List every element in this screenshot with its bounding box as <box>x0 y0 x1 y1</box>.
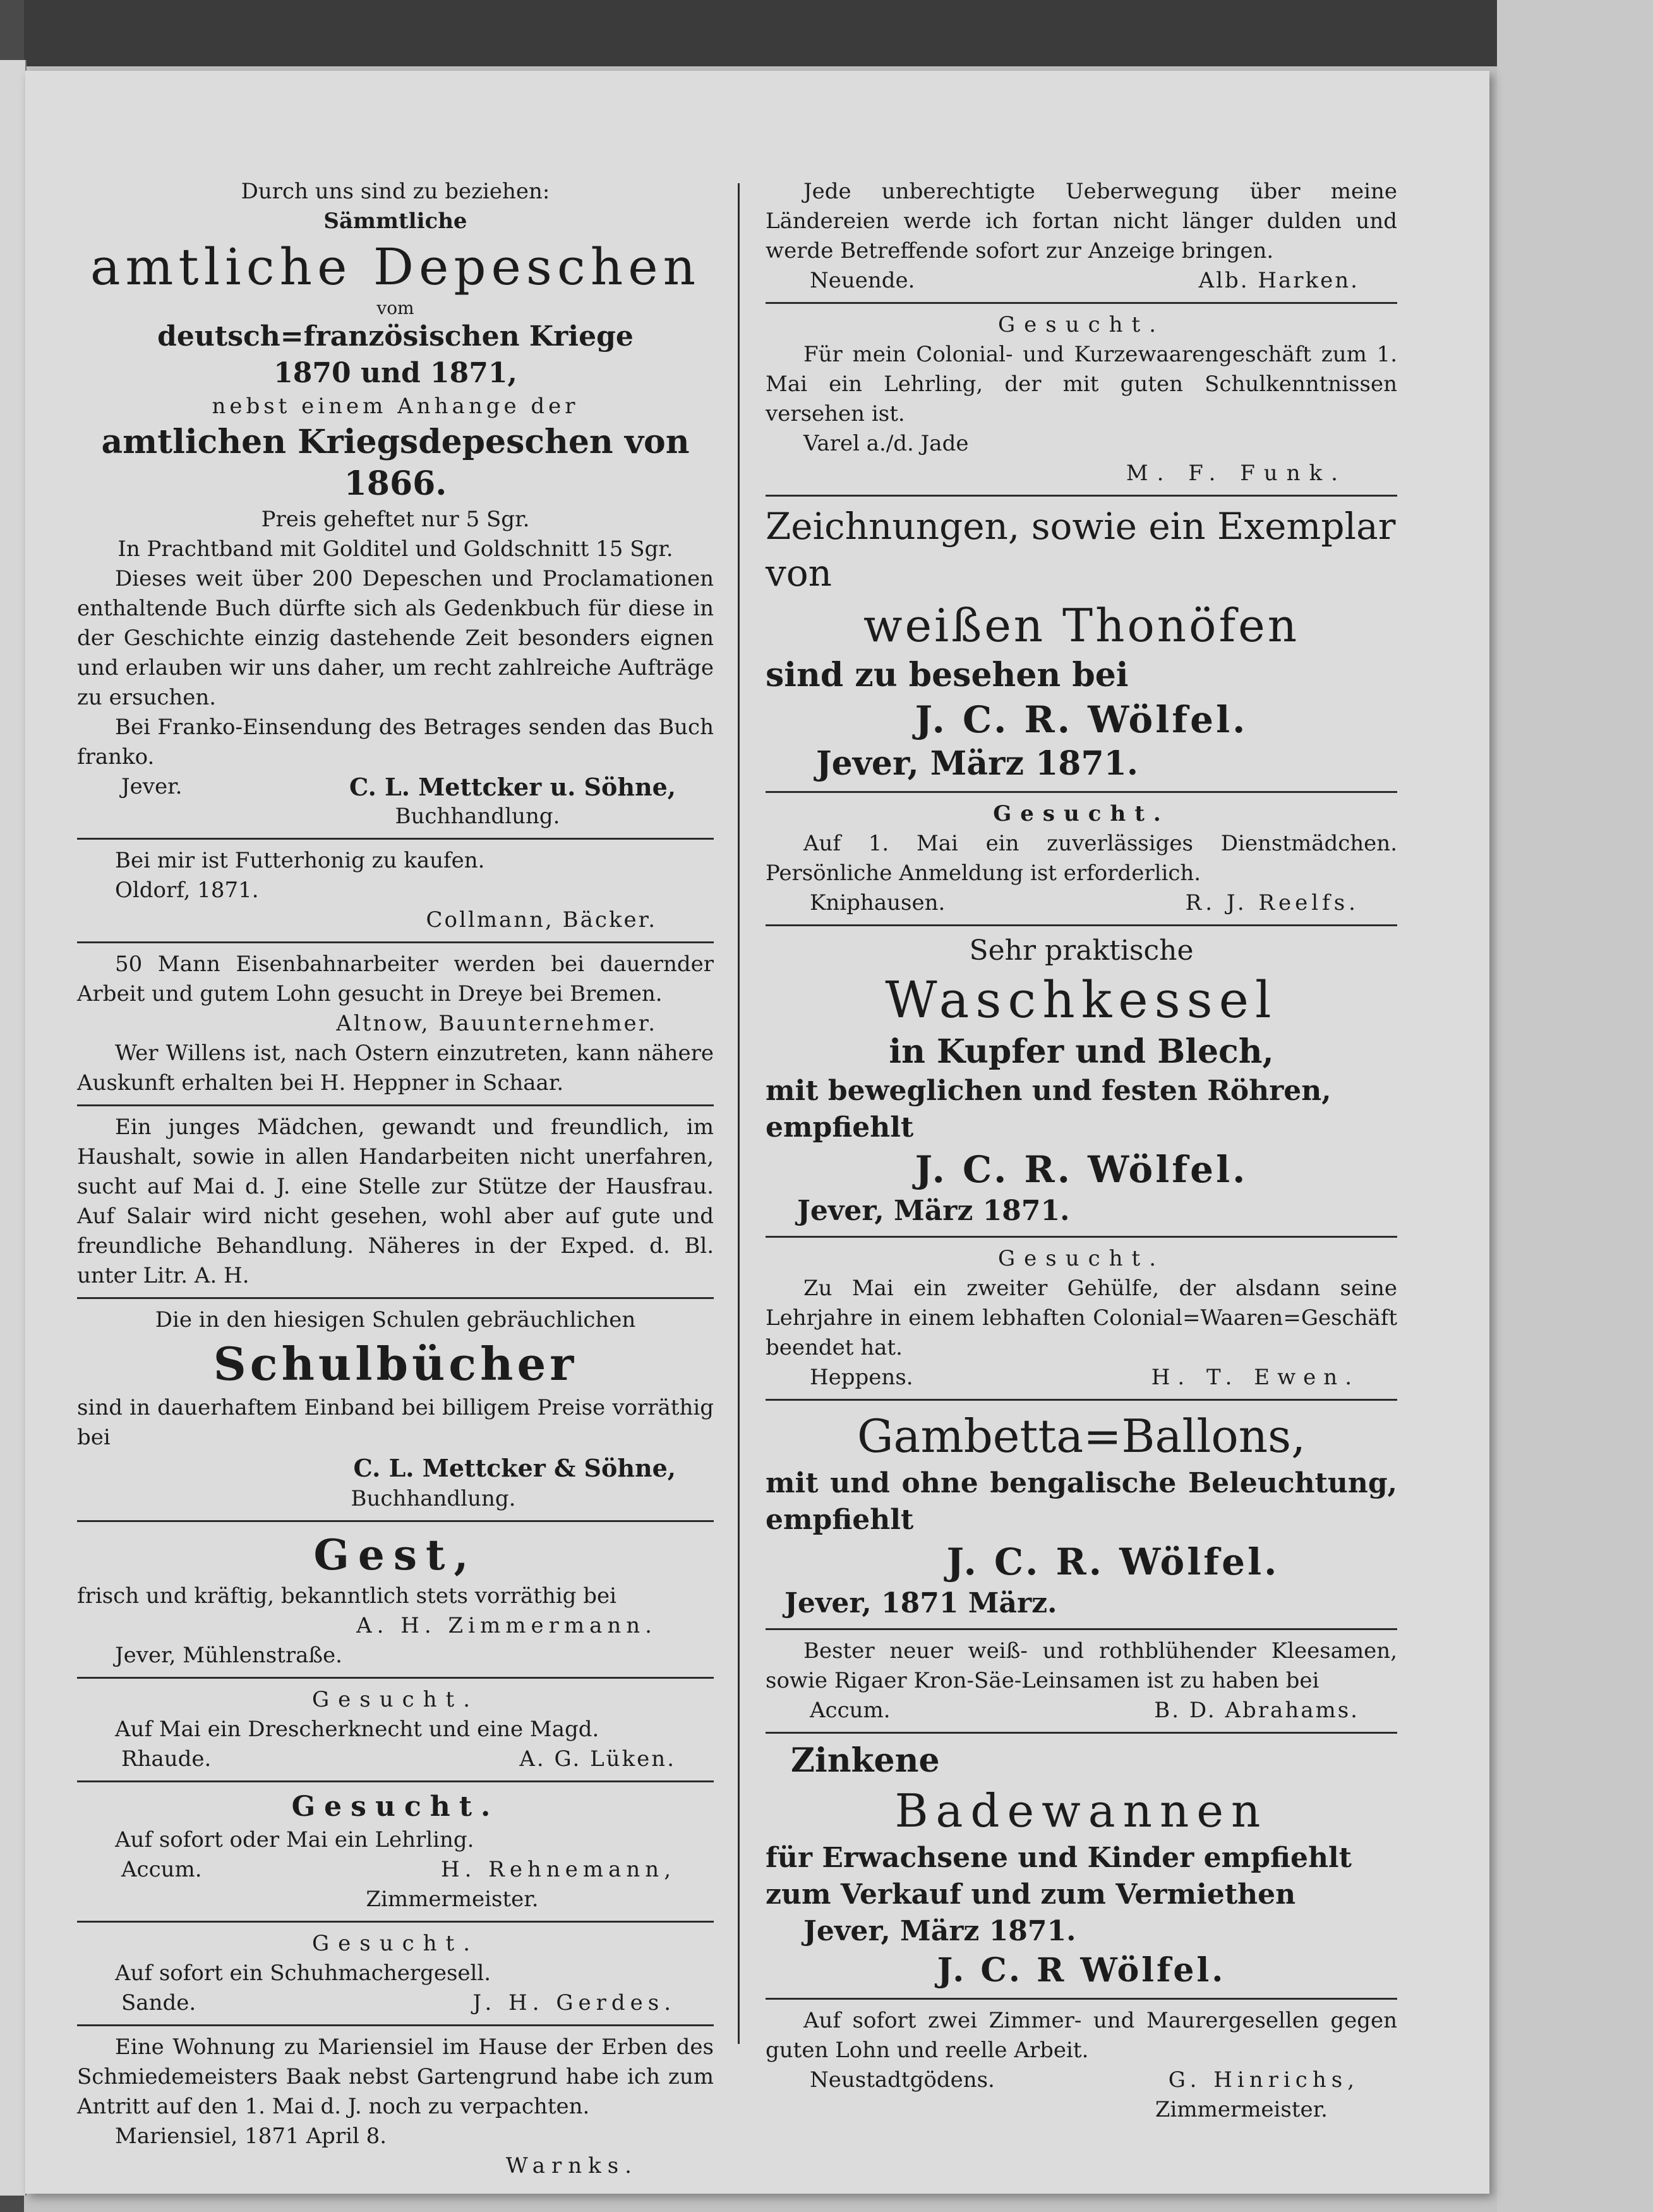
ad-signature: Altnow, Bauunternehmer. <box>336 1011 657 1036</box>
ad-signature-row <box>766 2065 1397 2095</box>
ad-place: Kniphausen. <box>810 890 946 916</box>
ad-name: A. H. Zimmermann. <box>356 1613 657 1638</box>
ad-signature-sub: Zimmermeister. <box>1155 2097 1328 2122</box>
ad-headline: Waschkessel <box>885 970 1278 1029</box>
ad-line3: mit beweglichen und festen Röhren, <box>766 1075 1331 1107</box>
ad-gambetta <box>766 1407 1397 1622</box>
ad-line1: Zeichnungen, sowie ein Exemplar <box>766 505 1396 548</box>
ad-place: Neuende. <box>810 268 915 293</box>
ad-eisenbahnarbeiter <box>77 950 714 1098</box>
ad-badewannen <box>766 1740 1397 1991</box>
ad-text: Auf sofort ein Schuhmachergesell. <box>115 1961 491 1986</box>
ad-line1: Zinkene <box>791 1741 940 1780</box>
ad-gesucht-schuhmacher <box>77 1929 714 2018</box>
ad-headline: amtliche Depeschen <box>90 238 701 296</box>
ad-ueberwegung <box>766 177 1397 296</box>
ad-gesucht-lehrling <box>77 1789 714 1914</box>
ad-pracht: In Prachtband mit Golditel und Goldschnitt 15 Sgr. <box>117 536 673 562</box>
ad-vom: vom <box>376 298 414 318</box>
ad-gesucht-drescher <box>77 1685 714 1774</box>
ad-firm: J. C. R Wölfel. <box>937 1951 1226 1990</box>
ad-gest <box>77 1528 714 1671</box>
ad-signature-sub: Zimmermeister. <box>366 1887 539 1912</box>
ad-signature: M. F. Funk. <box>1126 461 1347 486</box>
ad-text: sind in dauerhaftem Einband bei billigem Preise vorräthig bei <box>77 1395 714 1450</box>
ad-place: Rhaude. <box>121 1746 212 1772</box>
ad-signature: Alb. Harken. <box>1198 268 1359 293</box>
ad-separator <box>766 1399 1397 1401</box>
ad-signature-row <box>77 1855 714 1885</box>
ad-place: Oldorf, 1871. <box>115 878 259 903</box>
ad-signature-row <box>77 772 714 802</box>
ad-separator <box>766 1628 1397 1630</box>
ad-waschkessel <box>766 933 1397 1230</box>
ad-signature: Collmann, Bäcker. <box>426 907 657 933</box>
ad-line1: mit und ohne bengalische Beleuchtung, empfiehlt <box>766 1467 1397 1536</box>
ad-line3: sind zu besehen bei <box>766 656 1129 694</box>
ad-text: Auf Mai ein Drescherknecht und eine Magd. <box>115 1717 599 1742</box>
ad-headline: Badewannen <box>894 1784 1268 1837</box>
ad-firm: C. L. Mettcker u. Söhne, <box>349 773 676 801</box>
ad-separator <box>77 1780 714 1782</box>
ad-place: Varel a./d. Jade <box>803 431 969 456</box>
ad-separator <box>766 302 1397 304</box>
ad-separator <box>77 1104 714 1106</box>
ad-headline: weißen Thonöfen <box>863 599 1300 652</box>
ad-text-2: Wer Willens ist, nach Ostern einzutreten, kann nähere Auskunft erhalten bei H. Heppner in Schaar. <box>77 1041 714 1096</box>
column-divider <box>738 183 740 2044</box>
ad-separator <box>766 1732 1397 1734</box>
ad-place: Jever, März 1871. <box>797 1195 1070 1227</box>
previous-page-edge <box>0 60 27 2196</box>
ad-firm: C. L. Mettcker & Söhne, <box>353 1454 676 1482</box>
ad-thonoefen <box>766 503 1397 785</box>
scanner-background-top <box>0 0 1653 66</box>
ad-text: Ein junges Mädchen, gewandt und freundlich, im Haushalt, sowie in allen Handarbeiten nicht unerfahren, sucht auf Mai d. J. eine Stelle zur Stütze der Hausfrau. Auf Salair wird nicht gesehen, wohl aber auf gute und freundliche Behandlung. Näheres in der Exped. d. Bl. unter Litr. A. H. <box>77 1115 714 1288</box>
scanner-background-right <box>1497 0 1653 2212</box>
ad-separator <box>77 838 714 840</box>
ad-separator <box>766 924 1397 926</box>
ad-head: Gesucht. <box>311 1931 479 1956</box>
ad-gesucht-gehuelfe <box>766 1244 1397 1393</box>
ad-place: Jever, Mühlenstraße. <box>115 1643 342 1668</box>
ad-price: Preis geheftet nur 5 Sgr. <box>261 507 530 532</box>
ad-signature: Warnks. <box>505 2153 638 2179</box>
ad-firm: J. C. R. Wölfel. <box>915 698 1248 741</box>
ad-signature-row <box>766 1363 1397 1393</box>
ad-separator <box>77 2024 714 2026</box>
ad-signature-row <box>766 1696 1397 1725</box>
ad-text: frisch und kräftig, bekanntlich stets vorräthig bei <box>77 1583 616 1609</box>
ad-signature-row <box>77 1744 714 1774</box>
ad-place: Accum. <box>121 1857 202 1882</box>
ad-place: Jever, März 1871. <box>803 1915 1076 1947</box>
ad-firm-sub: Buchhandlung. <box>351 1486 516 1511</box>
ad-futterhonig <box>77 846 714 935</box>
ad-line1: Sehr praktische <box>969 934 1194 967</box>
ad-separator <box>766 495 1397 497</box>
ad-text: 50 Mann Eisenbahnarbeiter werden bei dauernder Arbeit und gutem Lohn gesucht in Dreye bei Bremen. <box>77 952 714 1006</box>
ad-head: Gesucht. <box>993 801 1170 826</box>
ad-separator <box>766 791 1397 793</box>
ad-war: deutsch=französischen Kriege <box>157 320 634 353</box>
ad-place: Accum. <box>810 1698 891 1723</box>
ad-line2: für Erwachsene und Kinder empfiehlt <box>766 1842 1352 1874</box>
ad-maurergesellen <box>766 2006 1397 2125</box>
ad-text: Jede unberechtigte Ueberwegung über meine Ländereien werde ich fortan nicht länger dulden und werde Betreffende sofort zur Anzeige bringen. <box>766 179 1397 263</box>
ad-line2: von <box>766 552 833 595</box>
ad-place: Mariensiel, 1871 April 8. <box>115 2124 387 2149</box>
ad-separator <box>77 1677 714 1679</box>
ad-head: Gesucht. <box>291 1791 500 1823</box>
ad-place: Jever. <box>121 774 183 799</box>
ad-line4: empfiehlt <box>766 1111 914 1144</box>
ad-signature: H. Rehnemann, <box>440 1857 676 1882</box>
ad-line2: in Kupfer und Blech, <box>889 1032 1274 1071</box>
ad-headline: Gest, <box>313 1530 478 1580</box>
ad-signature-row <box>766 888 1397 918</box>
ad-text: Bester neuer weiß- und rothblühender Kleesamen, sowie Rigaer Kron-Säe-Leinsamen ist zu haben bei <box>766 1638 1397 1693</box>
ad-years: 1870 und 1871, <box>273 357 517 389</box>
ad-intro: Die in den hiesigen Schulen gebräuchlichen <box>155 1307 636 1333</box>
right-column <box>766 107 1397 2125</box>
ad-head: Gesucht. <box>311 1687 479 1712</box>
ad-text: Zu Mai ein zweiter Gehülfe, der alsdann seine Lehrjahre in einem lebhaften Colonial=Waaren=Geschäft beendet hat. <box>766 1276 1397 1360</box>
ad-place: Sande. <box>121 1990 196 2016</box>
ad-maedchen <box>77 1113 714 1291</box>
ad-depeschen <box>77 177 714 831</box>
ad-signature: J. H. Gerdes. <box>472 1990 676 2016</box>
ad-intro: Durch uns sind zu beziehen: <box>241 179 550 204</box>
ad-text: Auf 1. Mai ein zuverlässiges Dienstmädchen. Persönliche Anmeldung ist erforderlich. <box>766 831 1397 886</box>
ad-head: Gesucht. <box>997 1246 1165 1271</box>
ad-separator <box>766 1998 1397 2000</box>
ad-kriegsdepeschen: amtlichen Kriegsdepeschen von 1866. <box>101 423 690 503</box>
ad-headline: Gambetta=Ballons, <box>857 1410 1306 1463</box>
ad-text: Auf sofort oder Mai ein Lehrling. <box>115 1827 474 1852</box>
ad-franko: Bei Franko-Einsendung des Betrages senden das Buch franko. <box>77 715 714 770</box>
ad-signature: B. D. Abrahams. <box>1154 1698 1359 1723</box>
ad-body: Dieses weit über 200 Depeschen und Proclamationen enthaltende Buch dürfte sich als Gedenkbuch für diese in der Geschichte einzig dastehende Zeit besonders eignen und erlauben wir uns daher, um recht zahlreiche Aufträge zu ersuchen. <box>77 566 714 710</box>
ad-nebst: nebst einem Anhange der <box>212 394 579 419</box>
ad-wohnung <box>77 2033 714 2181</box>
ad-text: Bei mir ist Futterhonig zu kaufen. <box>115 848 485 873</box>
ad-separator <box>77 1297 714 1299</box>
ad-signature: R. J. Reelfs. <box>1185 890 1359 916</box>
ad-firm: J. C. R. Wölfel. <box>915 1148 1248 1191</box>
ad-gesucht-dienstmaedchen <box>766 799 1397 918</box>
ad-firm-sub: Buchhandlung. <box>395 804 560 829</box>
ad-line3: zum Verkauf und zum Vermiethen <box>766 1878 1296 1911</box>
ad-signature-row <box>766 266 1397 296</box>
ad-separator <box>77 1520 714 1522</box>
ad-firm: J. C. R. Wölfel. <box>946 1540 1280 1583</box>
ad-kleesamen <box>766 1636 1397 1725</box>
left-column <box>77 107 714 2181</box>
ad-place: Jever, 1871 März. <box>784 1587 1057 1619</box>
ad-text: Auf sofort zwei Zimmer- und Maurergesellen gegen guten Lohn und reelle Arbeit. <box>766 2008 1397 2063</box>
ad-signature: A. G. Lüken. <box>519 1746 676 1772</box>
ad-place: Jever, März 1871. <box>816 744 1138 783</box>
ad-signature: H. T. Ewen. <box>1151 1365 1359 1390</box>
ad-gesucht-funk <box>766 310 1397 488</box>
ad-text: Eine Wohnung zu Mariensiel im Hause der Erben des Schmiedemeisters Baak nebst Gartengrund habe ich zum Antritt auf den 1. Mai d. J. noch zu verpachten. <box>77 2034 714 2119</box>
ad-head: Gesucht. <box>997 312 1165 337</box>
ad-place: Neustadtgödens. <box>810 2067 995 2093</box>
ad-subhead: Sämmtliche <box>323 209 467 234</box>
ad-signature-row <box>77 1988 714 2018</box>
ad-separator <box>766 1236 1397 1238</box>
ad-headline: Schulbücher <box>213 1337 578 1391</box>
ad-schulbuecher <box>77 1305 714 1514</box>
ad-separator <box>77 941 714 943</box>
ad-signature: G. Hinrichs, <box>1168 2067 1359 2093</box>
ad-separator <box>77 1921 714 1923</box>
ad-place: Heppens. <box>810 1365 913 1390</box>
ad-text: Für mein Colonial- und Kurzewaarengeschäft zum 1. Mai ein Lehrling, der mit guten Schulkenntnissen versehen ist. <box>766 342 1397 426</box>
